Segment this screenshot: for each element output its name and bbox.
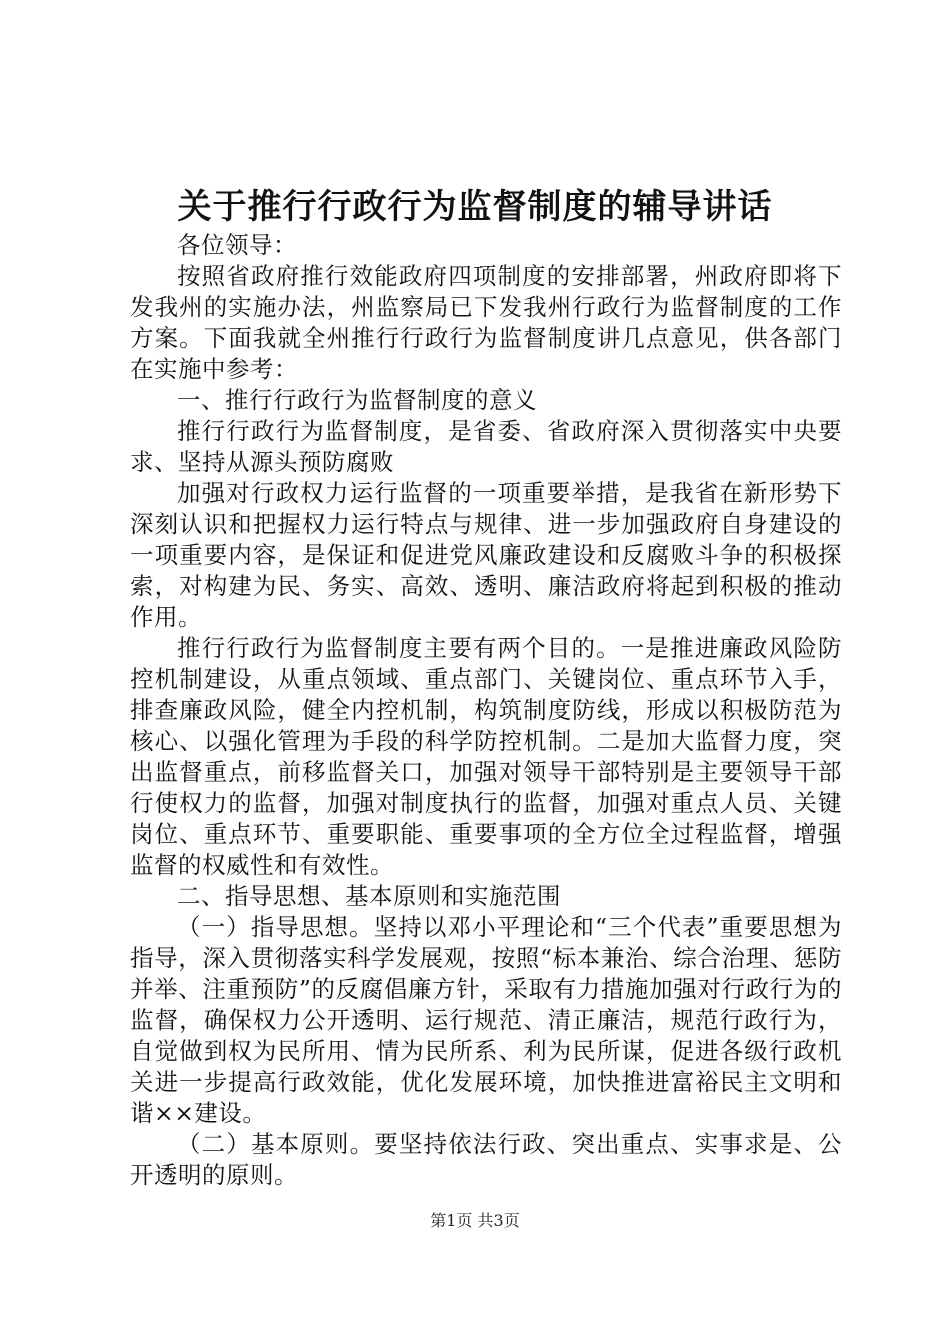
page-indicator: 第1页 共3页 xyxy=(430,1211,520,1230)
document-body xyxy=(130,230,842,1191)
body-paragraph: 按照省政府推行效能政府四项制度的安排部署，州政府即将下发我州的实施办法，州监察局已下发我州行政行为监督制度的工作方案。下面我就全州推行行政行为监督制度讲几点意见，供各部门在实施中参考： xyxy=(130,262,842,383)
salutation: 各位领导： xyxy=(177,231,297,259)
body-paragraph: （一）指导思想。坚持以邓小平理论和“三个代表”重要思想为指导，深入贯彻落实科学发展观，按照“标本兼治、综合治理、惩防并举、注重预防”的反腐倡廉方针，采取有力措施加强对行政行为的监督，确保权力公开透明、运行规范、清正廉洁，规范行政行为，自觉做到权为民所用、情为民所系、利为民所谋，促进各级行政机关进一步提高行政效能，优化发展环境，加快推进富裕民主文明和谐××建设。 xyxy=(130,913,842,1127)
section-heading: 一、推行行政行为监督制度的意义 xyxy=(177,386,537,414)
body-paragraph: 推行行政行为监督制度主要有两个目的。一是推进廉政风险防控机制建设，从重点领域、重点部门、关键岗位、重点环节入手，排查廉政风险，健全内控机制，构筑制度防线，形成以积极防范为核心、以强化管理为手段的科学防控机制。二是加大监督力度，突出监督重点，前移监督关口，加强对领导干部特别是主要领导干部行使权力的监督，加强对制度执行的监督，加强对重点人员、关键岗位、重点环节、重要职能、重要事项的全方位全过程监督，增强监督的权威性和有效性。 xyxy=(130,634,842,879)
body-paragraph: 加强对行政权力运行监督的一项重要举措，是我省在新形势下深刻认识和把握权力运行特点与规律、进一步加强政府自身建设的一项重要内容，是保证和促进党风廉政建设和反腐败斗争的积极探索，对构建为民、务实、高效、透明、廉洁政府将起到积极的推动作用。 xyxy=(130,479,842,631)
section-heading: 二、指导思想、基本原则和实施范围 xyxy=(177,882,561,910)
body-paragraph: 推行行政行为监督制度，是省委、省政府深入贯彻落实中央要求、坚持从源头预防腐败 xyxy=(130,417,842,476)
body-paragraph: （二）基本原则。要坚持依法行政、突出重点、实事求是、公开透明的原则。 xyxy=(130,1130,842,1189)
document-title: 关于推行行政行为监督制度的辅导讲话 xyxy=(177,187,773,227)
